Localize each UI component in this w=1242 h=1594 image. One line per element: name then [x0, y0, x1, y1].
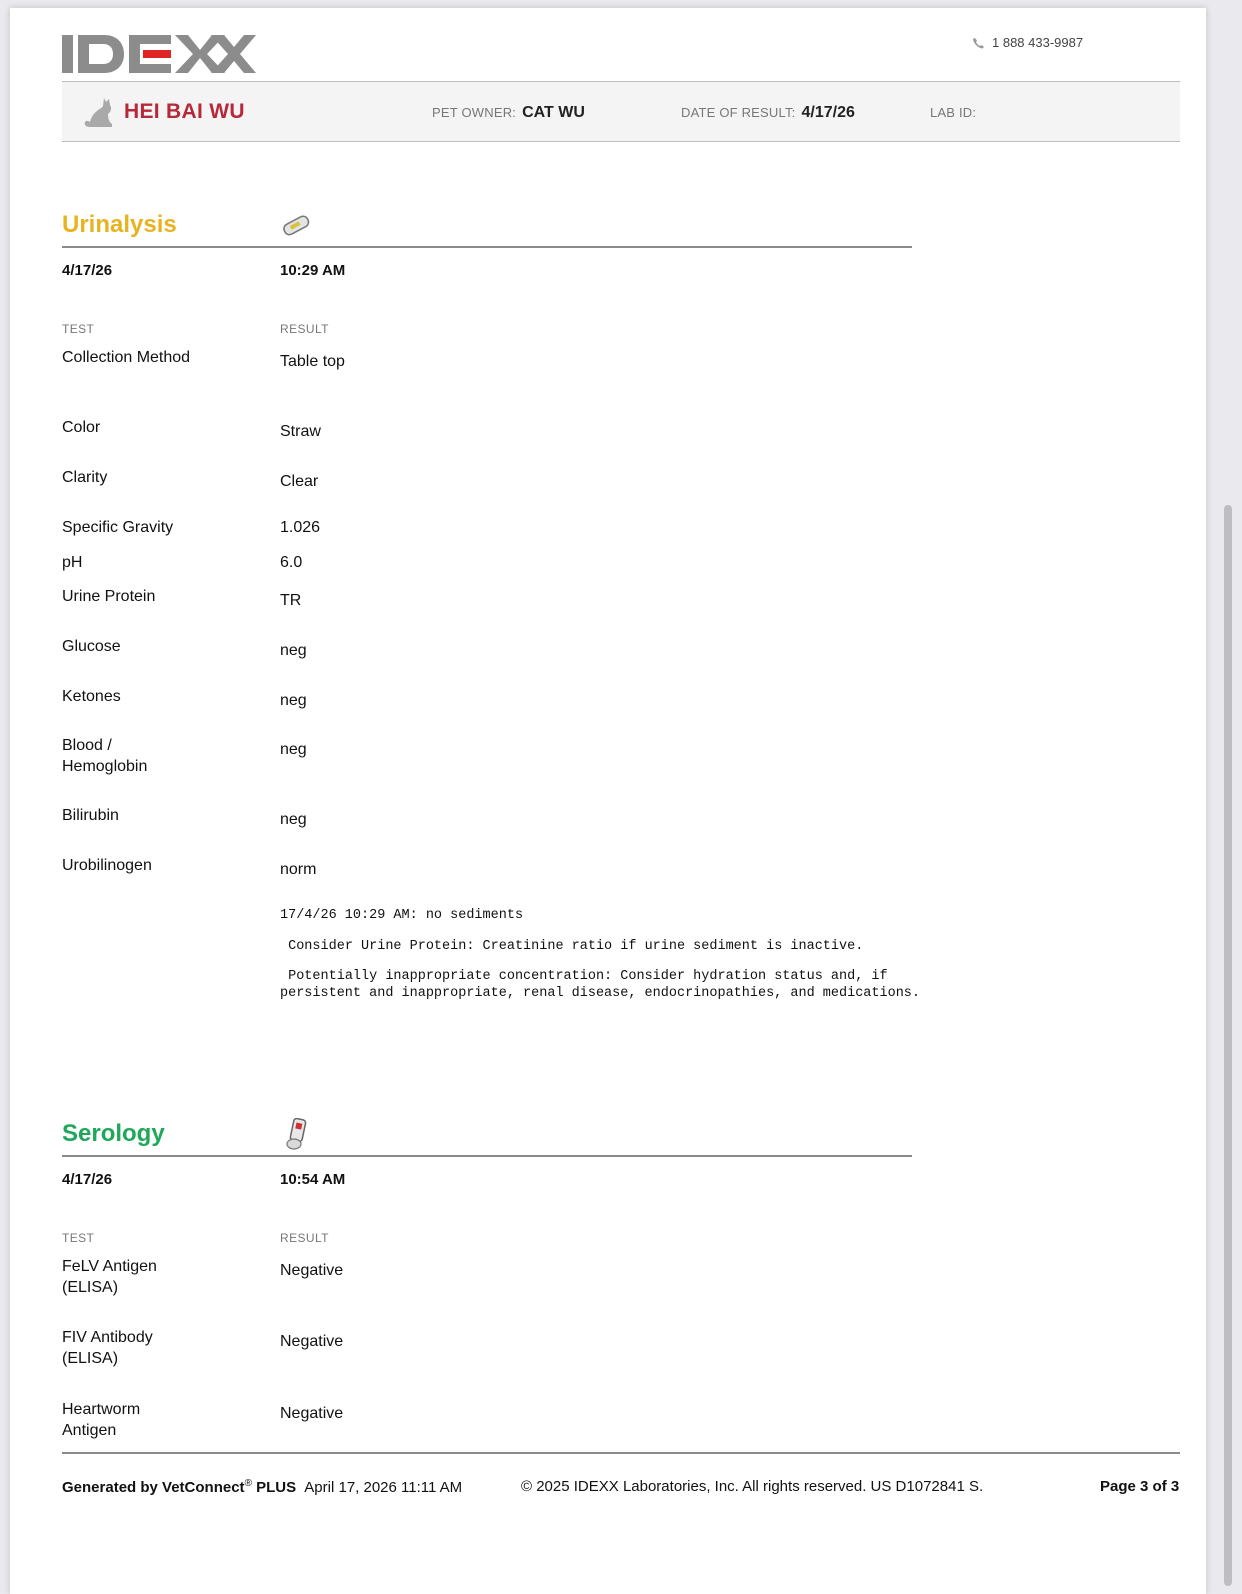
serology-date: 4/17/26	[62, 1171, 113, 1188]
date-of-result-label: DATE OF RESULT:	[681, 105, 796, 120]
snap-test-icon	[284, 1118, 310, 1150]
interpretive-comment: Consider Urine Protein: Creatinine ratio if urine sediment is inactive.	[280, 939, 864, 954]
serology-result-header: RESULT	[280, 1231, 329, 1245]
test-name: Urine Protein	[62, 588, 156, 605]
serology-time: 10:54 AM	[280, 1171, 346, 1188]
test-result: norm	[280, 861, 317, 878]
urinalysis-result-header: RESULT	[280, 322, 329, 336]
generated-by	[62, 1478, 462, 1496]
patient-name: HEI BAI WU	[124, 100, 245, 123]
copyright: © 2025 IDEXX Laboratories, Inc. All rights reserved. US D1072841 S.	[521, 1478, 984, 1495]
urine-strip-icon	[281, 212, 311, 238]
test-name: FeLV Antigen (ELISA)	[62, 1258, 157, 1296]
interpretive-comment: Potentially inappropriate concentration: Consider hydration status and, if persistent and inappropriate, renal disease, endocrinopathies, and medications.	[280, 969, 921, 1001]
lab-id-field	[930, 104, 976, 122]
test-name: Bilirubin	[62, 807, 119, 824]
test-name: Ketones	[62, 688, 121, 705]
urinalysis-date: 4/17/26	[62, 262, 113, 279]
test-name: Clarity	[62, 469, 108, 486]
generated-by-plus: PLUS	[256, 1479, 297, 1496]
test-result: Negative	[280, 1262, 344, 1279]
serology-title: Serology	[62, 1120, 165, 1147]
test-name: pH	[62, 554, 83, 571]
test-result: Negative	[280, 1333, 344, 1350]
footer-divider	[62, 1452, 1180, 1454]
phone-icon	[972, 37, 984, 49]
test-name: Collection Method	[62, 349, 191, 366]
test-result: Straw	[280, 423, 321, 440]
test-result: neg	[280, 741, 307, 758]
idexx-logo	[62, 35, 256, 73]
test-name: FIV Antibody (ELISA)	[62, 1329, 153, 1367]
urinalysis-test-header: TEST	[62, 322, 95, 336]
test-result: Clear	[280, 473, 319, 490]
serology-test-header: TEST	[62, 1231, 95, 1245]
test-name: Specific Gravity	[62, 519, 174, 536]
serology-divider	[62, 1155, 912, 1157]
test-result: neg	[280, 642, 307, 659]
test-name: Urobilinogen	[62, 857, 152, 874]
generated-by-label: Generated by VetConnect	[62, 1479, 245, 1496]
page-number: Page 3 of 3	[1100, 1478, 1180, 1495]
lab-id-label: LAB ID:	[930, 105, 977, 120]
pet-owner-field	[432, 104, 585, 122]
generated-date: April 17, 2026 11:11 AM	[304, 1479, 463, 1496]
urinalysis-divider	[62, 246, 912, 248]
date-of-result-field	[681, 104, 855, 122]
date-of-result-value: 4/17/26	[801, 104, 855, 121]
urinalysis-title: Urinalysis	[62, 211, 177, 238]
test-name: Color	[62, 419, 101, 436]
test-name: Glucose	[62, 638, 121, 655]
cat-silhouette-icon	[82, 96, 118, 128]
test-name: Heartworm Antigen	[62, 1401, 141, 1439]
test-result: 6.0	[280, 554, 303, 571]
test-result: Negative	[280, 1405, 344, 1422]
registered-mark: ®	[244, 1478, 252, 1489]
test-result: 1.026	[280, 519, 321, 536]
test-result: neg	[280, 692, 307, 709]
urinalysis-time: 10:29 AM	[280, 262, 346, 279]
pet-owner-value: CAT WU	[522, 104, 585, 121]
vertical-scrollbar[interactable]	[1224, 505, 1232, 1586]
test-result: neg	[280, 811, 307, 828]
phone-number: 1 888 433-9987	[992, 35, 1084, 50]
phone-contact	[972, 35, 1083, 50]
test-result: Table top	[280, 353, 345, 370]
test-result: TR	[280, 592, 302, 609]
pet-owner-label: PET OWNER:	[432, 105, 517, 120]
test-name: Blood / Hemoglobin	[62, 737, 148, 775]
sediment-note: 17/4/26 10:29 AM: no sediments	[280, 908, 524, 923]
